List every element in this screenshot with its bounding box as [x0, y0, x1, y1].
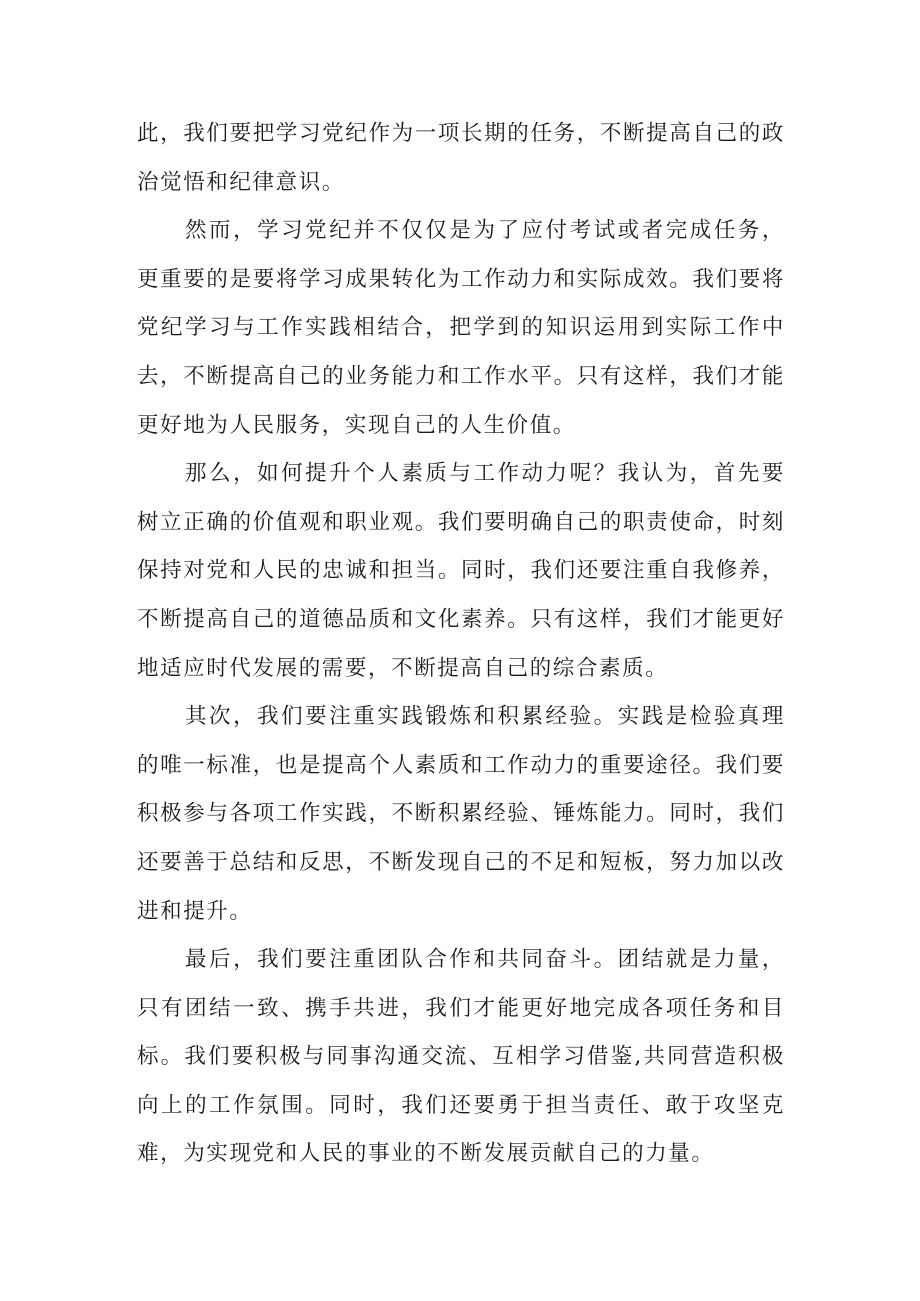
paragraph-practice-experience: 其次，我们要注重实践锻炼和积累经验。实践是检验真理的唯一标准，也是提高个人素质和工作动力的重要途径。我们要积极参与各项工作实践，不断积累经验、锤炼能力。同时，我们还要善于总结和反思，不断发现自己的不足和短板，努力加以改进和提升。: [137, 704, 785, 924]
paragraph-continuation: 此，我们要把学习党纪作为一项长期的任务，不断提高自己的政治觉悟和纪律意识。: [137, 121, 785, 195]
paragraph-learning-transformation: 然而，学习党纪并不仅仅是为了应付考试或者完成任务，更重要的是要将学习成果转化为工作动力和实际成效。我们要将党纪学习与工作实践相结合，把学到的知识运用到实际工作中去，不断提高自己的业务能力和工作水平。只有这样，我们才能更好地为人民服务，实现自己的人生价值。: [137, 218, 785, 438]
document-body: [137, 110, 785, 1179]
paragraph-improve-quality: 那么，如何提升个人素质与工作动力呢？我认为，首先要树立正确的价值观和职业观。我们要明确自己的职责使命，时刻保持对党和人民的忠诚和担当。同时，我们还要注重自我修养，不断提高自己的道德品质和文化素养。只有这样，我们才能更好地适应时代发展的需要，不断提高自己的综合素质。: [137, 461, 785, 681]
paragraph-teamwork: 最后，我们要注重团队合作和共同奋斗。团结就是力量，只有团结一致、携手共进，我们才能更好地完成各项任务和目标。我们要积极与同事沟通交流、互相学习借鉴,共同营造积极向上的工作氛围。同时，我们还要勇于担当责任、敢于攻坚克难，为实现党和人民的事业的不断发展贡献自己的力量。: [137, 947, 785, 1167]
